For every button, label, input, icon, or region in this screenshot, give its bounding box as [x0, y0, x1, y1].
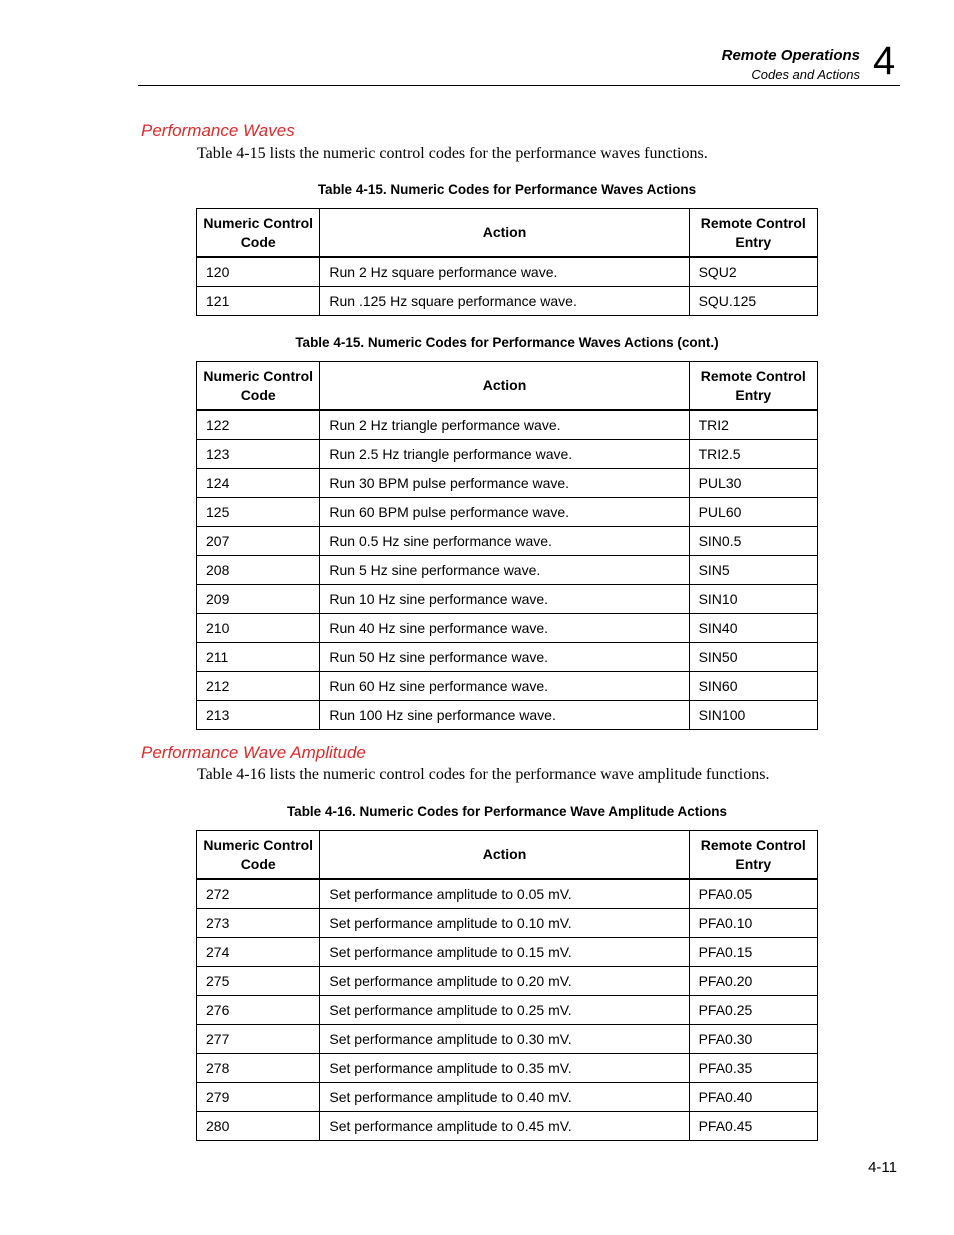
- cell-action: Run 100 Hz sine performance wave.: [320, 701, 689, 730]
- column-header-remote: Remote Control Entry: [689, 362, 817, 411]
- running-header-title: Remote Operations: [721, 47, 860, 64]
- table-header-row: [197, 209, 818, 258]
- cell-code: 210: [197, 614, 320, 643]
- cell-action: Set performance amplitude to 0.20 mV.: [320, 967, 689, 996]
- header-rule: [138, 85, 900, 86]
- cell-remote-entry: PUL60: [689, 498, 817, 527]
- cell-remote-entry: PFA0.30: [689, 1025, 817, 1054]
- cell-code: 125: [197, 498, 320, 527]
- cell-action: Set performance amplitude to 0.35 mV.: [320, 1054, 689, 1083]
- table-caption-4-15-cont: Table 4-15. Numeric Codes for Performance Waves Actions (cont.): [295, 335, 719, 350]
- cell-code: 211: [197, 643, 320, 672]
- cell-code: 209: [197, 585, 320, 614]
- cell-action: Run 40 Hz sine performance wave.: [320, 614, 689, 643]
- cell-action: Run 2 Hz triangle performance wave.: [320, 410, 689, 440]
- cell-remote-entry: PFA0.25: [689, 996, 817, 1025]
- section-heading-performance-waves: Performance Waves: [141, 121, 295, 140]
- cell-remote-entry: PFA0.15: [689, 938, 817, 967]
- cell-code: 275: [197, 967, 320, 996]
- section-intro-performance-wave-amplitude: Table 4-16 lists the numeric control codes for the performance wave amplitude functions.: [197, 766, 770, 783]
- table-row: [197, 585, 818, 614]
- cell-action: Run 60 BPM pulse performance wave.: [320, 498, 689, 527]
- table-row: [197, 440, 818, 469]
- column-header-code: Numeric Control Code: [197, 362, 320, 411]
- cell-action: Run .125 Hz square performance wave.: [320, 287, 689, 316]
- column-header-action: Action: [320, 362, 689, 411]
- cell-action: Set performance amplitude to 0.45 mV.: [320, 1112, 689, 1141]
- table-row: [197, 1054, 818, 1083]
- cell-action: Set performance amplitude to 0.05 mV.: [320, 879, 689, 909]
- cell-remote-entry: SQU.125: [689, 287, 817, 316]
- cell-code: 208: [197, 556, 320, 585]
- table-row: [197, 643, 818, 672]
- cell-code: 273: [197, 909, 320, 938]
- table-header-row: [197, 831, 818, 880]
- cell-action: Run 60 Hz sine performance wave.: [320, 672, 689, 701]
- table-row: [197, 1025, 818, 1054]
- cell-action: Set performance amplitude to 0.30 mV.: [320, 1025, 689, 1054]
- cell-action: Run 0.5 Hz sine performance wave.: [320, 527, 689, 556]
- cell-action: Run 2.5 Hz triangle performance wave.: [320, 440, 689, 469]
- chapter-number: 4: [873, 39, 896, 83]
- cell-remote-entry: PFA0.10: [689, 909, 817, 938]
- cell-code: 122: [197, 410, 320, 440]
- cell-code: 280: [197, 1112, 320, 1141]
- table-row: [197, 879, 818, 909]
- cell-remote-entry: SIN10: [689, 585, 817, 614]
- cell-code: 123: [197, 440, 320, 469]
- table-caption-4-15: Table 4-15. Numeric Codes for Performance Waves Actions: [317, 182, 697, 197]
- table-4-15-cont: [196, 361, 818, 730]
- cell-remote-entry: SQU2: [689, 257, 817, 287]
- cell-remote-entry: SIN100: [689, 701, 817, 730]
- cell-code: 277: [197, 1025, 320, 1054]
- cell-remote-entry: SIN60: [689, 672, 817, 701]
- page-number: 4-11: [868, 1159, 897, 1176]
- cell-remote-entry: PFA0.05: [689, 879, 817, 909]
- table-row: [197, 1083, 818, 1112]
- cell-action: Run 10 Hz sine performance wave.: [320, 585, 689, 614]
- cell-remote-entry: PFA0.20: [689, 967, 817, 996]
- table-header-row: [197, 362, 818, 411]
- cell-remote-entry: TRI2: [689, 410, 817, 440]
- column-header-remote: Remote Control Entry: [689, 831, 817, 880]
- table-row: [197, 527, 818, 556]
- table-row: [197, 938, 818, 967]
- cell-action: Run 50 Hz sine performance wave.: [320, 643, 689, 672]
- table-row: [197, 701, 818, 730]
- table-row: [197, 672, 818, 701]
- cell-remote-entry: PFA0.45: [689, 1112, 817, 1141]
- cell-action: Set performance amplitude to 0.15 mV.: [320, 938, 689, 967]
- section-heading-performance-wave-amplitude: Performance Wave Amplitude: [141, 743, 366, 762]
- cell-remote-entry: TRI2.5: [689, 440, 817, 469]
- cell-remote-entry: PFA0.35: [689, 1054, 817, 1083]
- cell-code: 274: [197, 938, 320, 967]
- running-header-subtitle: Codes and Actions: [751, 67, 860, 82]
- cell-code: 120: [197, 257, 320, 287]
- table-row: [197, 909, 818, 938]
- table-4-16: [196, 830, 818, 1141]
- cell-code: 276: [197, 996, 320, 1025]
- cell-remote-entry: PFA0.40: [689, 1083, 817, 1112]
- cell-action: Run 5 Hz sine performance wave.: [320, 556, 689, 585]
- cell-action: Run 2 Hz square performance wave.: [320, 257, 689, 287]
- section-intro-performance-waves: Table 4-15 lists the numeric control codes for the performance waves functions.: [197, 145, 708, 162]
- cell-remote-entry: SIN40: [689, 614, 817, 643]
- table-row: [197, 257, 818, 287]
- column-header-action: Action: [320, 831, 689, 880]
- cell-code: 272: [197, 879, 320, 909]
- table-row: [197, 498, 818, 527]
- cell-code: 213: [197, 701, 320, 730]
- cell-action: Set performance amplitude to 0.25 mV.: [320, 996, 689, 1025]
- cell-code: 278: [197, 1054, 320, 1083]
- cell-code: 124: [197, 469, 320, 498]
- table-row: [197, 1112, 818, 1141]
- table-row: [197, 410, 818, 440]
- cell-remote-entry: SIN0.5: [689, 527, 817, 556]
- column-header-remote: Remote Control Entry: [689, 209, 817, 258]
- table-4-15: [196, 208, 818, 316]
- cell-code: 207: [197, 527, 320, 556]
- table-row: [197, 556, 818, 585]
- cell-code: 212: [197, 672, 320, 701]
- column-header-action: Action: [320, 209, 689, 258]
- cell-action: Run 30 BPM pulse performance wave.: [320, 469, 689, 498]
- table-row: [197, 967, 818, 996]
- table-row: [197, 287, 818, 316]
- column-header-code: Numeric Control Code: [197, 831, 320, 880]
- cell-remote-entry: SIN5: [689, 556, 817, 585]
- cell-code: 121: [197, 287, 320, 316]
- table-row: [197, 469, 818, 498]
- cell-code: 279: [197, 1083, 320, 1112]
- table-row: [197, 996, 818, 1025]
- column-header-code: Numeric Control Code: [197, 209, 320, 258]
- cell-remote-entry: PUL30: [689, 469, 817, 498]
- cell-action: Set performance amplitude to 0.10 mV.: [320, 909, 689, 938]
- cell-action: Set performance amplitude to 0.40 mV.: [320, 1083, 689, 1112]
- cell-remote-entry: SIN50: [689, 643, 817, 672]
- table-caption-4-16: Table 4-16. Numeric Codes for Performance Wave Amplitude Actions: [286, 804, 728, 819]
- table-row: [197, 614, 818, 643]
